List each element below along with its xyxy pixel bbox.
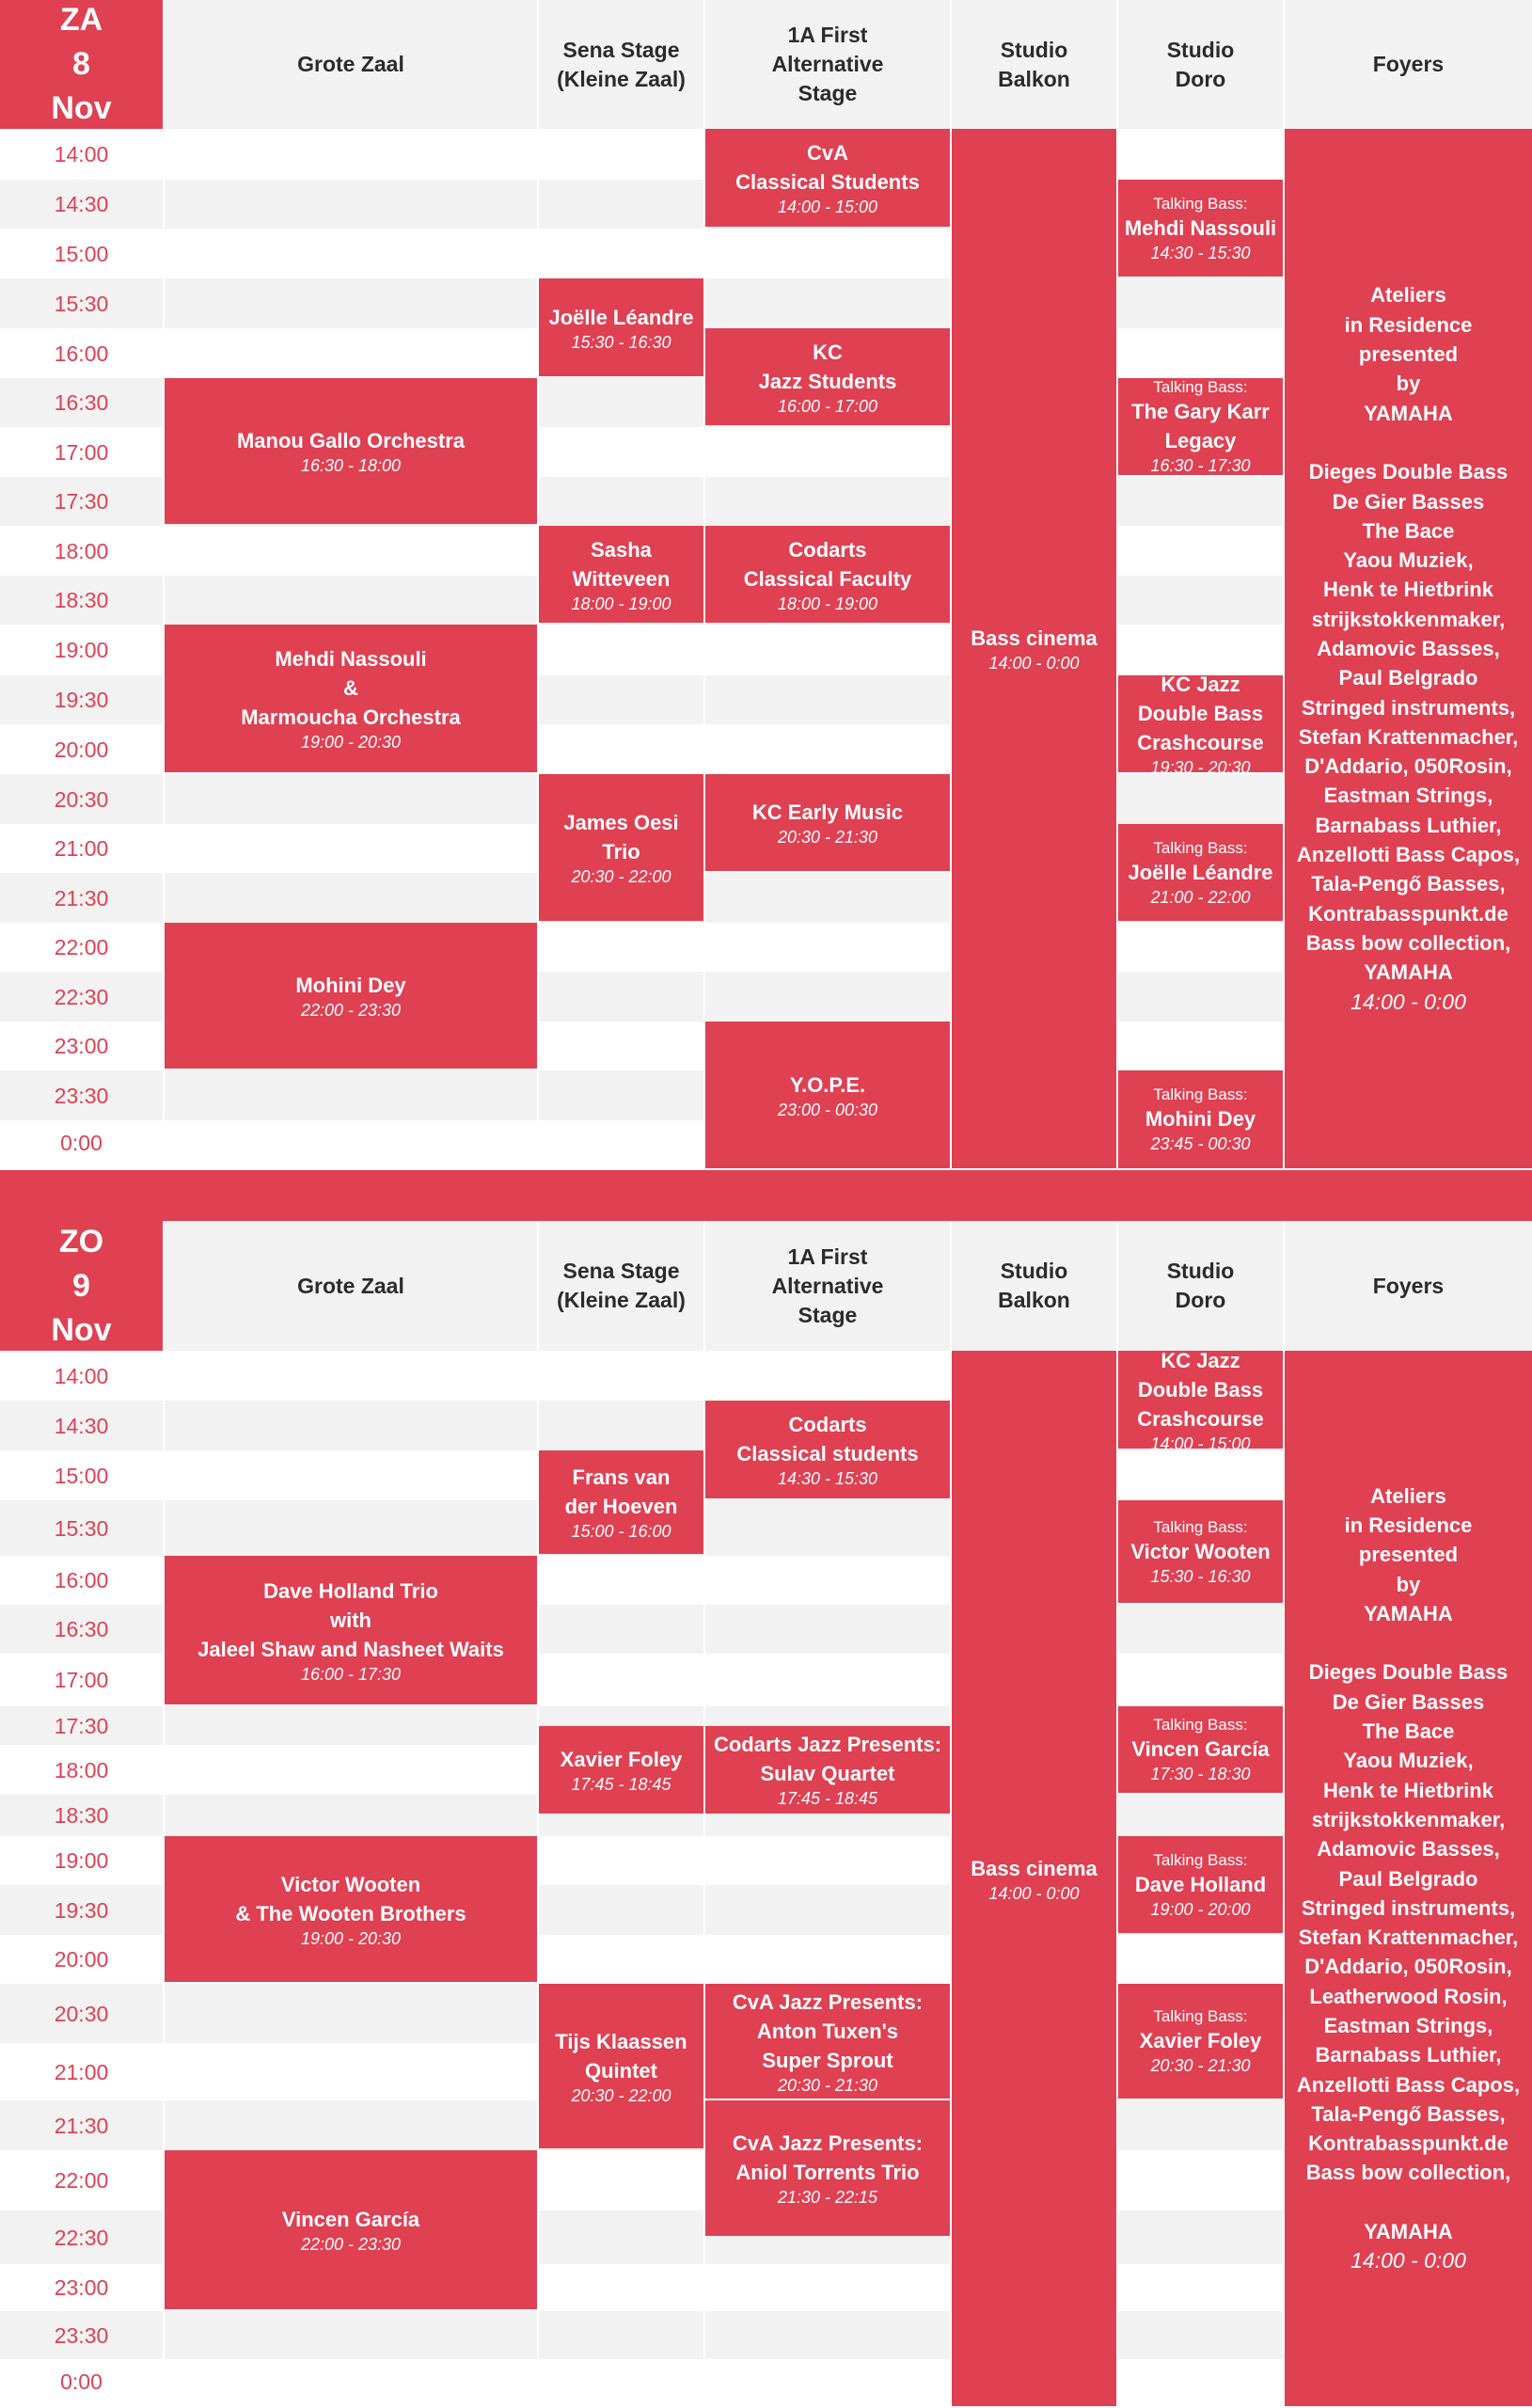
event-title: Xavier Foley bbox=[1139, 2029, 1262, 2052]
event-subtitle: Talking Bass: bbox=[1153, 1850, 1248, 1869]
time-label: 19:30 bbox=[54, 688, 109, 712]
time-label: 14:00 bbox=[54, 142, 109, 166]
time-label: 18:30 bbox=[54, 588, 109, 612]
event-title: CvA Classical Students bbox=[735, 141, 920, 194]
event-block[interactable] bbox=[705, 1401, 950, 1498]
event-time: 14:00 - 15:00 bbox=[777, 198, 878, 216]
time-label: 17:30 bbox=[54, 489, 109, 514]
event-title: Y.O.P.E. bbox=[789, 1072, 866, 1097]
event-title: Mohini Dey bbox=[1145, 1107, 1256, 1131]
event-block[interactable] bbox=[1118, 1984, 1283, 2099]
event-time: 20:30 - 22:00 bbox=[571, 867, 671, 886]
event-subtitle: Talking Bass: bbox=[1153, 1085, 1248, 1103]
day-day-num: 9 bbox=[72, 1267, 90, 1304]
day-label bbox=[0, 0, 163, 129]
event-time: 19:30 - 20:30 bbox=[1150, 758, 1251, 772]
day-divider bbox=[0, 1170, 1532, 1221]
time-label: 22:00 bbox=[54, 2168, 109, 2193]
venue-name: Sena Stage (Kleine Zaal) bbox=[557, 1259, 686, 1312]
time-label: 20:30 bbox=[54, 2001, 109, 2026]
day-label-text bbox=[51, 0, 111, 131]
event-subtitle: Talking Bass: bbox=[1153, 194, 1248, 213]
time-label: 23:30 bbox=[54, 1083, 109, 1108]
event-title: Bass cinema bbox=[971, 626, 1098, 650]
event-time: 14:30 - 15:30 bbox=[777, 1469, 878, 1488]
event-time: 23:45 - 00:30 bbox=[1150, 1134, 1251, 1153]
time-label: 18:00 bbox=[54, 538, 109, 563]
event-title: Victor Wooten bbox=[1130, 1539, 1271, 1563]
event-block[interactable] bbox=[165, 923, 537, 1069]
time-label: 19:00 bbox=[54, 1848, 109, 1873]
grid-line bbox=[537, 1221, 539, 2408]
day-month: Nov bbox=[51, 90, 112, 126]
venue-name: Studio Doro bbox=[1166, 1259, 1235, 1312]
event-block[interactable] bbox=[705, 1022, 950, 1168]
event-title: Mehdi Nassouli & Marmoucha Orchestra bbox=[241, 647, 461, 729]
event-block[interactable] bbox=[1118, 1836, 1283, 1933]
event-block[interactable] bbox=[539, 1984, 703, 2148]
venue-header bbox=[1285, 0, 1532, 129]
event-subtitle: Talking Bass: bbox=[1153, 838, 1248, 857]
event-block[interactable] bbox=[705, 526, 950, 623]
event-time: 17:45 - 18:45 bbox=[777, 1789, 878, 1809]
event-subtitle: Talking Bass: bbox=[1153, 1517, 1248, 1536]
time-label: 21:00 bbox=[54, 2059, 109, 2084]
time-label: 16:00 bbox=[54, 1568, 109, 1592]
day-month: Nov bbox=[51, 1311, 112, 1348]
grid-line bbox=[1116, 0, 1118, 1170]
time-label: 19:00 bbox=[54, 638, 109, 662]
time-label: 15:30 bbox=[54, 291, 109, 316]
time-label: 0:00 bbox=[60, 1131, 103, 1155]
time-label: 14:30 bbox=[54, 192, 109, 216]
event-time: 14:00 - 0:00 bbox=[988, 654, 1080, 673]
event-block[interactable] bbox=[1118, 824, 1283, 921]
event-time: 19:00 - 20:00 bbox=[1150, 1899, 1251, 1919]
venue-header bbox=[705, 1221, 950, 1351]
venue-name: Grote Zaal bbox=[297, 52, 404, 76]
event-title: Mohini Dey bbox=[295, 974, 406, 997]
event-title: Codarts Classical students bbox=[736, 1413, 919, 1465]
event-title: Dave Holland Trio with Jaleel Shaw and Nasheet Waits bbox=[197, 1578, 504, 1661]
venue-header bbox=[952, 1221, 1116, 1351]
event-block[interactable] bbox=[165, 378, 537, 524]
event-title: Vincen García bbox=[281, 2208, 420, 2231]
event-time: 15:30 - 16:30 bbox=[1150, 1566, 1251, 1586]
event-title: Dave Holland bbox=[1134, 1872, 1267, 1896]
time-label: 22:00 bbox=[54, 935, 109, 959]
event-time: 16:30 - 17:30 bbox=[1150, 456, 1251, 475]
time-label: 21:30 bbox=[54, 2113, 109, 2138]
time-label: 20:30 bbox=[54, 786, 109, 812]
event-block[interactable] bbox=[705, 129, 950, 227]
event-block[interactable] bbox=[165, 2150, 537, 2309]
event-title: Tijs Klaassen Quintet bbox=[555, 2029, 687, 2083]
event-time: 14:00 - 0:00 bbox=[988, 1883, 1080, 1903]
event-time: 22:00 - 23:30 bbox=[300, 2235, 402, 2254]
event-block[interactable] bbox=[1118, 675, 1283, 772]
event-block[interactable] bbox=[705, 774, 950, 871]
event-title: Xavier Foley bbox=[560, 1747, 683, 1771]
event-time: 19:00 - 20:30 bbox=[300, 733, 402, 752]
event-title: KC Jazz Double Bass Crashcourse bbox=[1137, 675, 1264, 754]
event-title: Vincen García bbox=[1131, 1737, 1270, 1761]
venue-header bbox=[165, 1221, 537, 1351]
time-label: 16:30 bbox=[54, 390, 109, 415]
event-block[interactable] bbox=[1118, 1706, 1283, 1793]
event-title: CvA Jazz Presents: Aniol Torrents Trio bbox=[732, 2131, 924, 2184]
venue-header bbox=[165, 0, 537, 129]
event-title: Bass cinema bbox=[971, 1856, 1098, 1880]
event-title: James Oesi Trio bbox=[563, 811, 679, 863]
event-block[interactable] bbox=[539, 1726, 703, 1814]
day-day-abbr: ZA bbox=[59, 2, 103, 38]
event-time: 20:30 - 21:30 bbox=[777, 2075, 878, 2095]
venue-name: 1A First Alternative Stage bbox=[771, 1244, 884, 1327]
day-label bbox=[0, 1221, 163, 1351]
venue-name: Foyers bbox=[1372, 52, 1445, 76]
event-block[interactable] bbox=[705, 1726, 950, 1814]
venue-header bbox=[539, 0, 703, 129]
event-block[interactable] bbox=[1118, 180, 1283, 277]
event-block[interactable] bbox=[705, 328, 950, 425]
event-block[interactable] bbox=[1118, 1351, 1283, 1449]
event-time: 16:00 - 17:30 bbox=[300, 1664, 402, 1684]
event-time: 22:00 - 23:30 bbox=[300, 1001, 402, 1020]
event-title: Ateliers in Residence presented by YAMAHA Dieges Double Bass De Gier Basses The Bace Yaou Muziek, Henk te Hietbrink strijkstokkenmaker, Adamovic Basses, Paul Belgrado Stringed instruments, Stefan Krattenmacher, D'Addario, 050Rosin, Leatherwood Rosin, Eastman Strings, Barnabass Luthier, Anzellotti Bass Capos, Tala-Pengő Basses, Kontrabasspunkt.de Bass bow collection, YAMAHA bbox=[1296, 1483, 1521, 2244]
venue-name: Sena Stage (Kleine Zaal) bbox=[557, 37, 686, 91]
event-time: 17:30 - 18:30 bbox=[1150, 1765, 1251, 1783]
event-subtitle: Talking Bass: bbox=[1153, 1716, 1248, 1734]
event-block[interactable] bbox=[705, 1984, 950, 2099]
time-label: 19:30 bbox=[54, 1897, 109, 1923]
event-block[interactable] bbox=[165, 1836, 537, 1982]
event-title: Victor Wooten & The Wooten Brothers bbox=[235, 1872, 466, 1925]
event-title: Mehdi Nassouli bbox=[1124, 215, 1277, 240]
time-label: 14:30 bbox=[54, 1413, 109, 1438]
time-label: 17:00 bbox=[54, 1668, 109, 1692]
event-block[interactable] bbox=[165, 1556, 537, 1704]
time-label: 15:30 bbox=[54, 1515, 109, 1541]
time-label: 18:30 bbox=[54, 1803, 109, 1828]
venue-name: Foyers bbox=[1372, 1273, 1445, 1298]
event-block[interactable] bbox=[1285, 129, 1532, 1168]
venue-name: Studio Balkon bbox=[998, 37, 1070, 91]
time-label: 15:00 bbox=[54, 1463, 109, 1488]
event-block[interactable] bbox=[165, 625, 537, 772]
day-day-num: 8 bbox=[72, 46, 90, 82]
event-block[interactable] bbox=[705, 2100, 950, 2236]
event-title: Ateliers in Residence presented by YAMAHA Dieges Double Bass De Gier Basses The Bace Yaou Muziek, Henk te Hietbrink strijkstokkenmaker, Adamovic Basses, Paul Belgrado Stringed instruments, Stefan Krattenmacher, D'Addario, 050Rosin, Eastman Strings, Barnabass Luthier, Anzellotti Bass Capos, Tala-Pengő Basses, Kontrabasspunkt.de Bass bow collection, YAMAHA bbox=[1296, 283, 1521, 985]
event-time: 16:00 - 17:00 bbox=[777, 396, 878, 416]
time-label: 21:30 bbox=[54, 885, 109, 911]
time-label: 23:00 bbox=[54, 1034, 109, 1058]
day-day-abbr: ZO bbox=[58, 1223, 104, 1259]
event-time: 15:00 - 16:00 bbox=[571, 1522, 671, 1541]
event-time: 17:45 - 18:45 bbox=[571, 1774, 671, 1794]
time-label: 14:00 bbox=[54, 1363, 109, 1388]
event-time: 19:00 - 20:30 bbox=[300, 1928, 402, 1948]
time-label: 22:30 bbox=[54, 2225, 109, 2250]
event-time: 14:00 - 0:00 bbox=[1350, 2248, 1466, 2273]
time-label: 15:00 bbox=[54, 241, 109, 266]
event-time: 23:00 - 00:30 bbox=[777, 1100, 878, 1119]
event-time: 14:00 - 15:00 bbox=[1150, 1434, 1251, 1449]
event-block[interactable] bbox=[539, 526, 703, 623]
event-time: 20:30 - 22:00 bbox=[571, 2085, 671, 2105]
time-label: 16:30 bbox=[54, 1617, 109, 1641]
event-title: Codarts Classical Faculty bbox=[743, 537, 912, 591]
event-block[interactable] bbox=[539, 774, 703, 921]
time-label: 0:00 bbox=[60, 2369, 103, 2394]
event-time: 20:30 - 21:30 bbox=[1150, 2056, 1251, 2075]
day-label-text bbox=[51, 1220, 111, 1353]
time-label: 21:00 bbox=[54, 836, 109, 861]
event-block[interactable] bbox=[539, 278, 703, 376]
event-block[interactable] bbox=[952, 1351, 1116, 2406]
event-title: Sasha Witteveen bbox=[572, 537, 671, 591]
time-label: 18:00 bbox=[54, 1757, 109, 1782]
event-title: Manou Gallo Orchestra bbox=[236, 429, 466, 452]
venue-header bbox=[705, 0, 950, 129]
event-title: The Gary Karr Legacy bbox=[1131, 400, 1270, 452]
venue-name: Grote Zaal bbox=[297, 1273, 404, 1298]
event-title: Joëlle Léandre bbox=[548, 305, 694, 329]
event-title: KC Early Music bbox=[751, 800, 904, 824]
event-time: 15:30 - 16:30 bbox=[571, 332, 671, 352]
venue-name: Studio Balkon bbox=[998, 1259, 1070, 1312]
venue-name: 1A First Alternative Stage bbox=[771, 23, 884, 105]
event-block[interactable] bbox=[539, 1450, 703, 1554]
event-time: 20:30 - 21:30 bbox=[777, 828, 878, 847]
venue-header bbox=[539, 1221, 703, 1351]
time-label: 23:30 bbox=[54, 2322, 109, 2348]
event-time: 18:00 - 19:00 bbox=[777, 594, 878, 613]
event-block[interactable] bbox=[1285, 1351, 1532, 2406]
event-subtitle: Talking Bass: bbox=[1153, 378, 1248, 396]
event-time: 14:00 - 0:00 bbox=[1350, 989, 1466, 1014]
event-block[interactable] bbox=[952, 129, 1116, 1168]
event-time: 18:00 - 19:00 bbox=[571, 594, 671, 613]
time-label: 16:00 bbox=[54, 341, 109, 366]
time-label: 20:00 bbox=[54, 1947, 109, 1972]
event-block[interactable] bbox=[1118, 378, 1283, 475]
event-title: Joëlle Léandre bbox=[1128, 860, 1273, 884]
event-subtitle: Talking Bass: bbox=[1153, 2007, 1248, 2025]
time-label: 22:30 bbox=[54, 984, 109, 1009]
time-label: 20:00 bbox=[54, 737, 109, 762]
event-time: 16:30 - 18:00 bbox=[300, 456, 402, 475]
event-time: 14:30 - 15:30 bbox=[1150, 243, 1251, 262]
event-title: Frans van der Hoeven bbox=[564, 1465, 678, 1518]
venue-header bbox=[1285, 1221, 1532, 1351]
event-title: Codarts Jazz Presents: Sulav Quartet bbox=[713, 1733, 942, 1786]
event-title: KC Jazz Double Bass Crashcourse bbox=[1137, 1351, 1264, 1431]
event-time: 21:30 - 22:15 bbox=[777, 2187, 878, 2207]
event-block[interactable] bbox=[1118, 1500, 1283, 1603]
venue-header bbox=[1118, 1221, 1283, 1351]
time-label: 17:00 bbox=[54, 439, 109, 465]
event-time: 21:00 - 22:00 bbox=[1150, 887, 1251, 907]
event-title: CvA Jazz Presents: Anton Tuxen's Super Sprout bbox=[732, 1989, 924, 2072]
venue-header bbox=[952, 0, 1116, 129]
event-title: KC Jazz Students bbox=[758, 340, 897, 393]
time-label: 23:00 bbox=[54, 2275, 109, 2300]
event-block[interactable] bbox=[1118, 1070, 1283, 1168]
venue-header bbox=[1118, 0, 1283, 129]
venue-name: Studio Doro bbox=[1166, 37, 1235, 91]
time-label: 17:30 bbox=[54, 1713, 109, 1738]
